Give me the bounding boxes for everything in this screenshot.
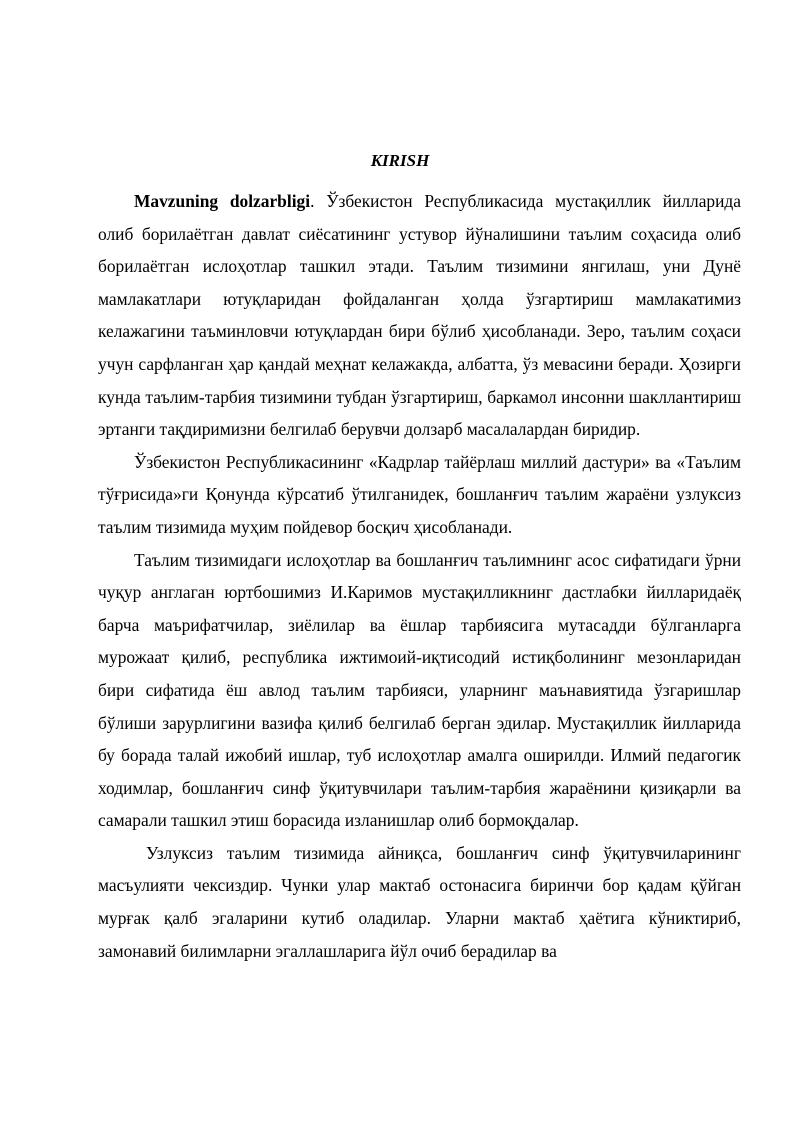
body-text bbox=[98, 185, 741, 967]
lead-term: Mavzuning dolzarbligi bbox=[134, 191, 311, 211]
paragraph-text: Ўзбекистон Республикасининг «Кадрлар тайёрлаш миллий дастури» ва «Таълим тўғрисида»ги Қонунда кўрсатиб ўтилганидек, бошланғич таълим жараёни узлуксиз таълим тизимида муҳим пойдевор босқич ҳисобланади. bbox=[98, 451, 741, 537]
paragraph-relevance bbox=[98, 185, 741, 446]
paragraph-teachers bbox=[98, 837, 741, 967]
lead-punctuation: . bbox=[310, 191, 315, 211]
paragraph-text: Таълим тизимидаги ислоҳотлар ва бошланғич таълимнинг асос сифатидаги ўрни чуқур англаган юртбошимиз И.Каримов мустақилликнинг дастлабки йилларидаёқ барча маърифатчилар, зиёлилар ва ёшлар тарбиясига мутасадди бўлганларга мурожаат қилиб, республика ижтимоий-иқтисодий истиқболининг мезонларидан бири сифатида ёш авлод таълим тарбияси, уларнинг маънавиятида ўзгаришлар бўлиши зарурлигини вазифа қилиб белгилаб берган эдилар. Мустақиллик йилларида бу борада талай ижобий ишлар, туб ислоҳотлар амалга оширилди. Илмий педагогик ходимлар, бошланғич синф ўқитувчилари таълим-тарбия жараёнини қизиқарли ва самарали ташкил этиш борасида изланишлар олиб бормоқдалар. bbox=[98, 549, 741, 831]
paragraph-text: Ўзбекистон Республикасида мустақиллик йилларида олиб борилаётган давлат сиёсатининг устувор йўналишини таълим соҳасида олиб борилаётган ислоҳотлар ташкил этади. Таълим тизимини янгилаш, уни Дунё мамлакатлари ютуқларидан фойдаланган ҳолда ўзгартириш мамлакатимиз келажагини таъминловчи ютуқлардан бири бўлиб ҳисобланади. Зеро, таълим соҳаси учун сарфланган ҳар қандай меҳнат келажакда, албатта, ўз мевасини беради. Ҳозирги кунда таълим-тарбия тизимини тубдан ўзгартириш, баркамол инсонни шакллантириш эртанги тақдиримизни белгилаб берувчи долзарб масалалардан биридир. bbox=[98, 191, 742, 440]
paragraph-text: Узлуксиз таълим тизимида айниқса, бошланғич синф ўқитувчиларининг масъулияти чексиздир. Чунки улар мактаб остонасига биринчи бор қадам қўйган мурғак қалб эгаларини кутиб оладилар. Уларни мактаб ҳаётига кўниктириб, замонавий билимларни эгаллашларига йўл очиб берадилар ва bbox=[98, 842, 741, 961]
section-heading: KIRISH bbox=[370, 151, 430, 170]
paragraph-law bbox=[98, 446, 741, 544]
paragraph-reforms bbox=[98, 544, 741, 837]
